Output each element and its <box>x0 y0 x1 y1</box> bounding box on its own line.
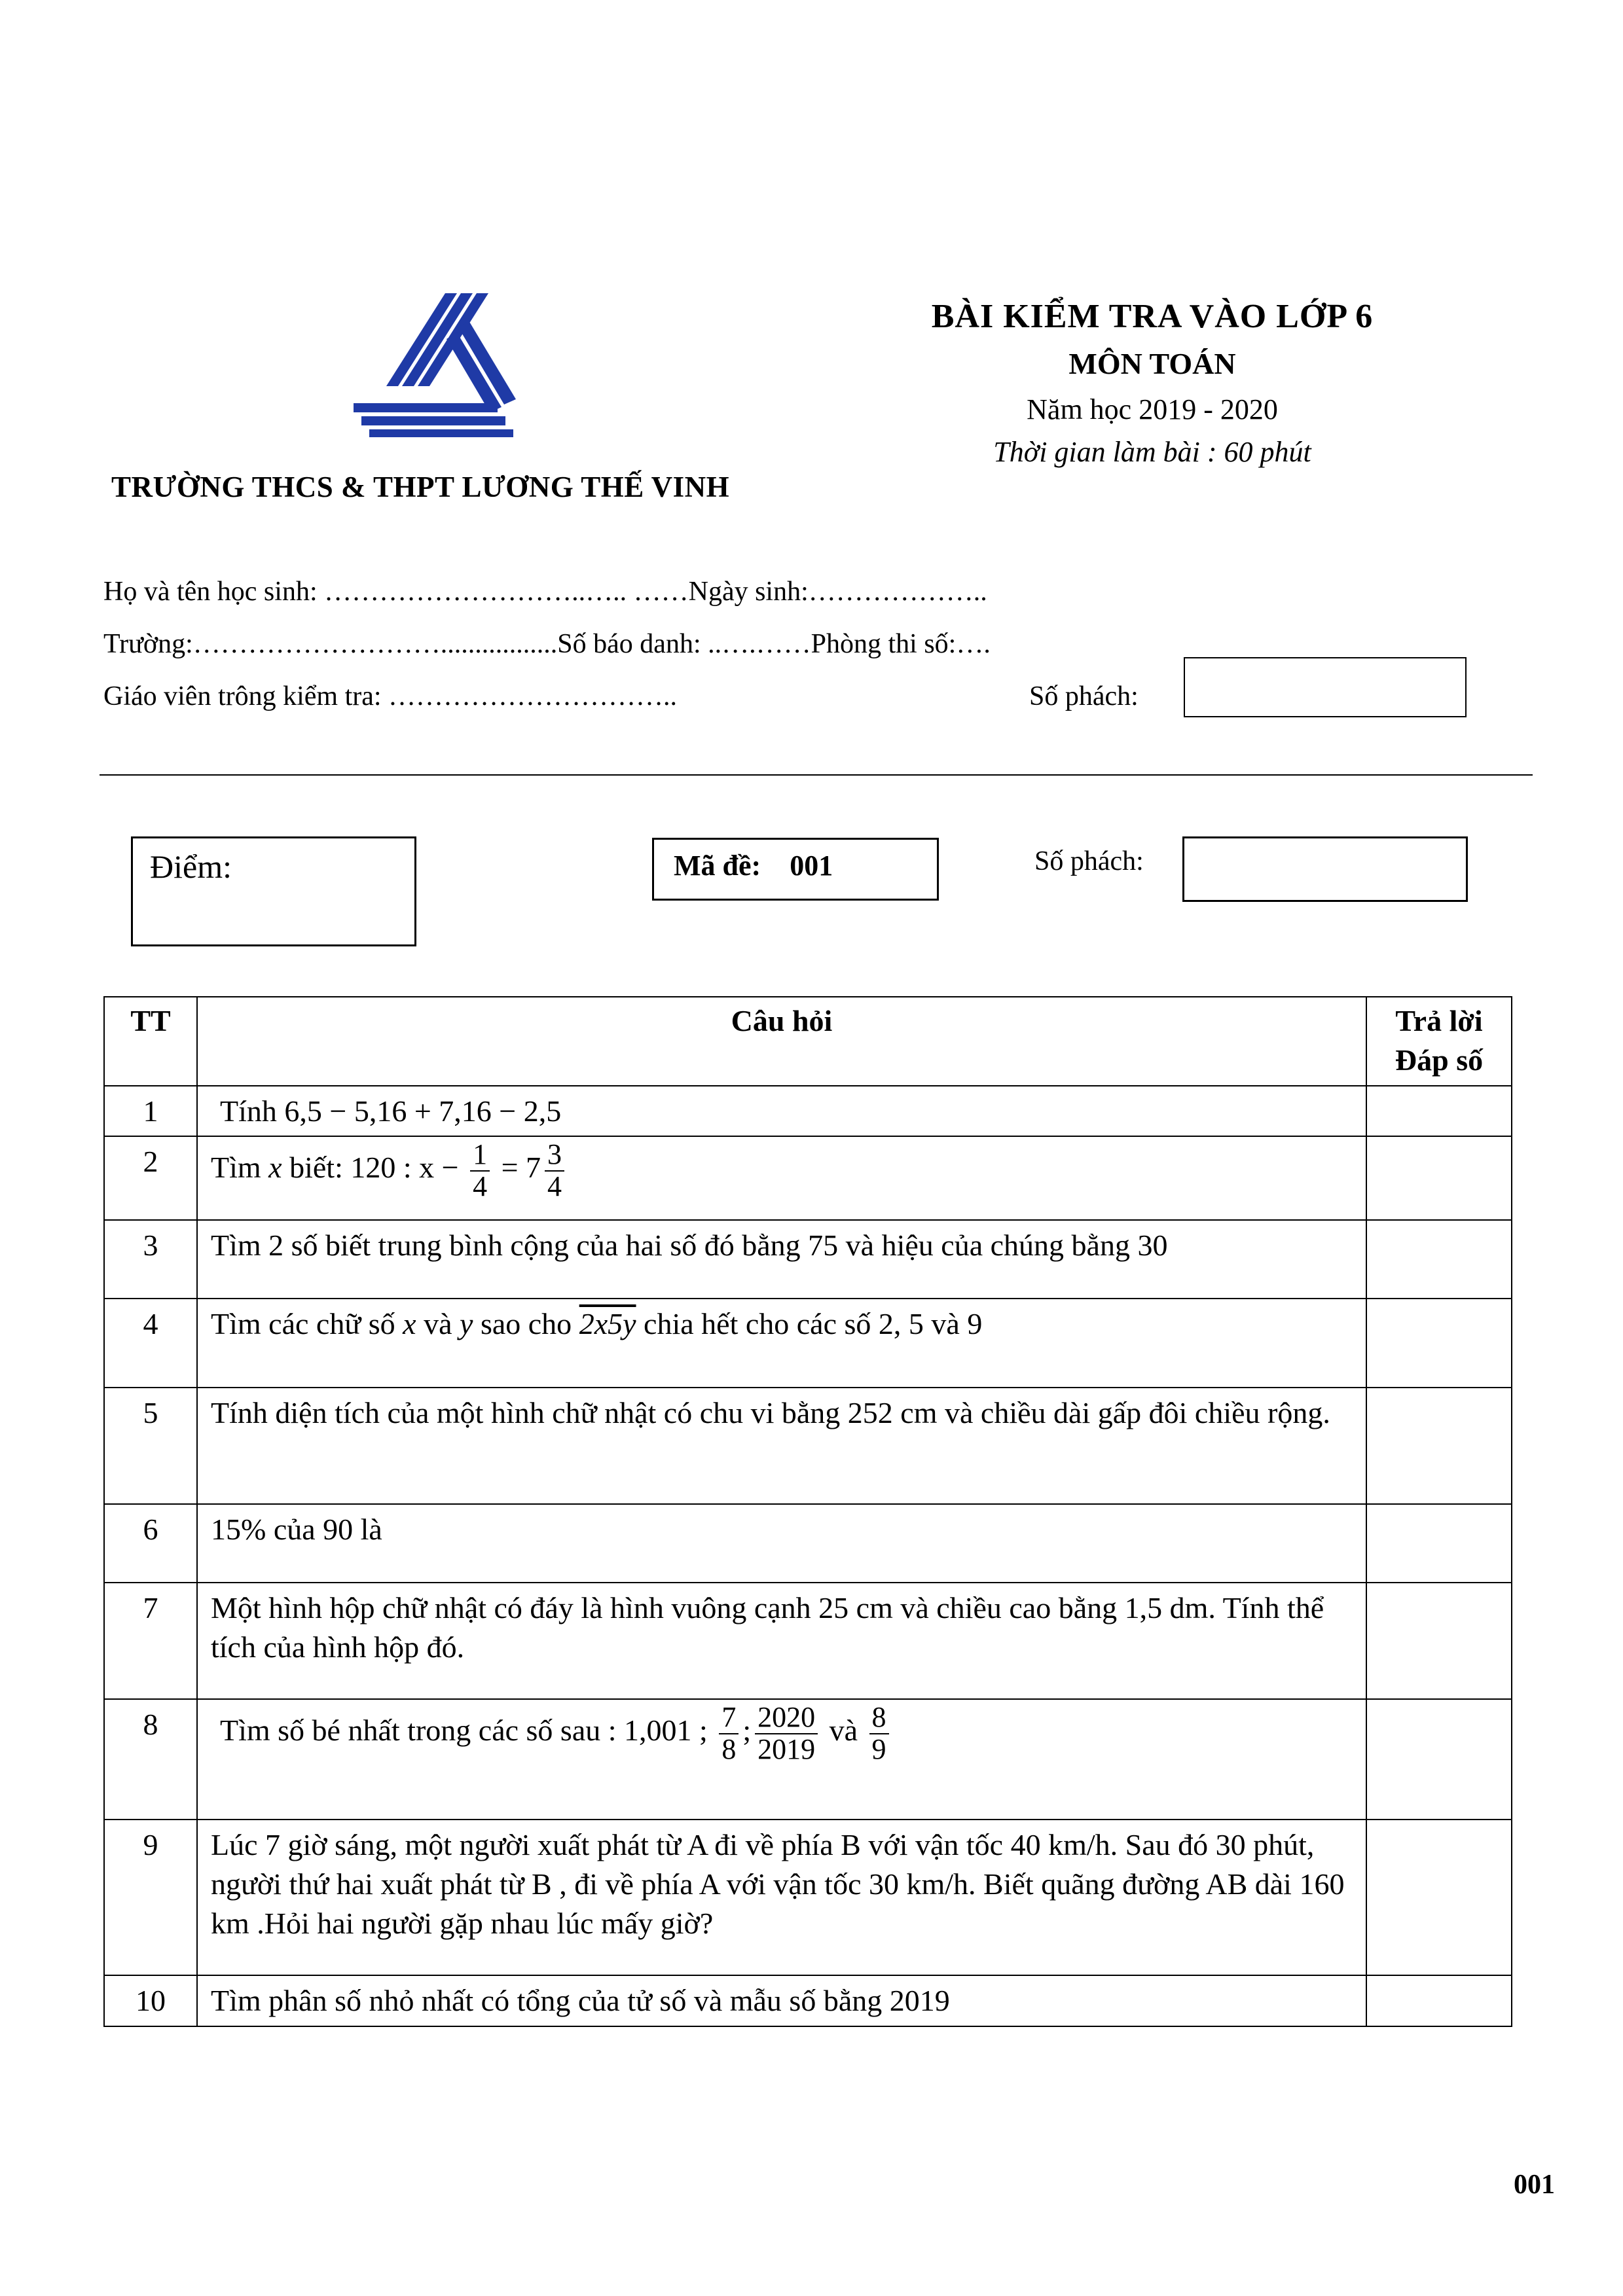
question-prefix: Tính <box>220 1094 285 1128</box>
header-answer-line1: Trả lời <box>1395 1004 1483 1037</box>
fraction-denominator: 9 <box>871 1732 886 1765</box>
fraction-denominator: 2019 <box>757 1732 816 1765</box>
table-row <box>104 1583 1512 1699</box>
exam-code-value: 001 <box>790 850 833 882</box>
row-number: 1 <box>104 1086 197 1137</box>
question-text: 15% của 90 là <box>197 1504 1366 1583</box>
row-number: 6 <box>104 1504 197 1583</box>
row-number: 10 <box>104 1975 197 2026</box>
header-question: Câu hỏi <box>197 997 1366 1086</box>
question-text: Lúc 7 giờ sáng, một người xuất phát từ A đi về phía B với vận tốc 40 km/h. Sau đó 30 phút, người thứ hai xuất phát từ B , đi về phía A với vận tốc 30 km/h. Biết quãng đường AB dài 160 km .Hỏi hai người gặp nhau lúc mấy giờ? <box>197 1820 1366 1975</box>
question-cell <box>197 1299 1366 1388</box>
supervisor-line[interactable]: Giáo viên trông kiểm tra: ………………………….. <box>103 681 678 711</box>
exam-title: BÀI KIỂM TRA VÀO LỚP 6 <box>931 298 1374 335</box>
question-prefix: Tìm <box>211 1151 269 1185</box>
table-row <box>104 1136 1512 1220</box>
math-variable-x: x <box>403 1307 416 1341</box>
fraction-numerator: 1 <box>470 1139 490 1171</box>
question-text: Một hình hộp chữ nhật có đáy là hình vuông cạnh 25 cm và chiều cao bằng 1,5 dm. Tính thể tích của hình hộp đó. <box>197 1583 1366 1699</box>
exam-code-box <box>652 838 939 901</box>
answer-cell[interactable] <box>1366 1220 1512 1299</box>
fraction-numerator: 8 <box>869 1702 889 1734</box>
table-row <box>104 1086 1512 1137</box>
question-text-c: chia hết cho các số 2, 5 và 9 <box>636 1307 983 1341</box>
school-line[interactable]: Trường:……………………….................Số báo danh: ..….……Phòng thi số:…. <box>103 629 991 659</box>
school-year: Năm học 2019 - 2020 <box>1027 393 1278 425</box>
school-name: TRƯỜNG THCS & THPT LƯƠNG THẾ VINH <box>111 471 730 503</box>
row-number: 8 <box>104 1699 197 1820</box>
row-number: 5 <box>104 1388 197 1504</box>
answer-cell[interactable] <box>1366 1388 1512 1504</box>
table-row <box>104 1388 1512 1504</box>
question-and: và <box>822 1713 866 1748</box>
score-box[interactable] <box>131 836 416 946</box>
row-number: 4 <box>104 1299 197 1388</box>
question-text: Tìm số bé nhất trong các số sau : 1,001 ; <box>220 1713 716 1748</box>
fraction-numerator: 2020 <box>755 1702 818 1734</box>
answer-cell[interactable] <box>1366 1583 1512 1699</box>
so-phach-label-bottom: Số phách: <box>1034 846 1144 876</box>
row-number: 2 <box>104 1136 197 1220</box>
answer-cell[interactable] <box>1366 1975 1512 2026</box>
fraction-3 <box>869 1702 889 1764</box>
question-text: Tính diện tích của một hình chữ nhật có chu vi bằng 252 cm và chiều dài gấp đôi chiều rộng. <box>197 1388 1366 1504</box>
table-row <box>104 1504 1512 1583</box>
fraction-1 <box>719 1702 739 1764</box>
school-logo <box>347 288 517 439</box>
answer-cell[interactable] <box>1366 1299 1512 1388</box>
math-expression: 6,5 − 5,16 + 7,16 − 2,5 <box>284 1094 562 1128</box>
so-phach-box-bottom[interactable] <box>1182 836 1468 902</box>
table-row <box>104 1975 1512 2026</box>
fraction-1 <box>470 1139 490 1201</box>
score-label: Điểm: <box>150 848 232 885</box>
row-number: 7 <box>104 1583 197 1699</box>
row-number: 9 <box>104 1820 197 1975</box>
math-expression-a: 120 : x − <box>350 1151 467 1185</box>
question-text: Tìm 2 số biết trung bình cộng của hai số đó bằng 75 và hiệu của chúng bằng 30 <box>197 1220 1366 1299</box>
so-phach-label-top: Số phách: <box>1029 681 1139 711</box>
question-cell <box>197 1136 1366 1220</box>
table-row <box>104 1699 1512 1820</box>
table-row <box>104 1299 1512 1388</box>
question-text: Tìm phân số nhỏ nhất có tổng của tử số và mẫu số bằng 2019 <box>197 1975 1366 2026</box>
exam-header <box>871 288 1434 469</box>
question-text-a: Tìm các chữ số <box>211 1307 403 1341</box>
answer-cell[interactable] <box>1366 1504 1512 1583</box>
math-expression-b: = 7 <box>494 1151 541 1185</box>
separator: ; <box>742 1713 752 1748</box>
table-row <box>104 1220 1512 1299</box>
math-variable-y: y <box>460 1307 473 1341</box>
page-code: 001 <box>1514 2170 1555 2200</box>
triangle-stripes-logo-icon <box>347 288 517 439</box>
table-row <box>104 1820 1512 1975</box>
fraction-2 <box>545 1139 564 1201</box>
overlined-number: 2x5y <box>579 1307 636 1341</box>
fraction-denominator: 4 <box>547 1170 562 1202</box>
question-cell <box>197 1086 1366 1137</box>
header-answer-line2: Đáp số <box>1395 1043 1484 1077</box>
answer-cell[interactable] <box>1366 1086 1512 1137</box>
subject-title: MÔN TOÁN <box>1068 347 1236 380</box>
question-text-b: sao cho <box>473 1307 579 1341</box>
fraction-numerator: 7 <box>719 1702 739 1734</box>
fraction-numerator: 3 <box>545 1139 564 1171</box>
answer-cell[interactable] <box>1366 1136 1512 1220</box>
header-answer <box>1366 997 1512 1086</box>
math-variable: x <box>268 1151 282 1185</box>
so-phach-box-top[interactable] <box>1184 657 1467 717</box>
student-name-line[interactable]: Họ và tên học sinh: ………………………..….. ……Ngày sinh:……………….. <box>103 577 987 607</box>
table-header-row <box>104 997 1512 1086</box>
question-cell <box>197 1699 1366 1820</box>
fraction-denominator: 8 <box>721 1732 737 1765</box>
question-table <box>103 996 1512 2027</box>
answer-cell[interactable] <box>1366 1820 1512 1975</box>
answer-cell[interactable] <box>1366 1699 1512 1820</box>
exam-duration: Thời gian làm bài : 60 phút <box>993 436 1311 468</box>
fraction-2 <box>755 1702 818 1764</box>
question-and: và <box>416 1307 460 1341</box>
question-mid: biết: <box>282 1151 351 1185</box>
header-tt: TT <box>104 997 197 1086</box>
fraction-denominator: 4 <box>473 1170 488 1202</box>
divider-line <box>100 774 1533 776</box>
exam-code-label: Mã đề: <box>674 850 761 882</box>
row-number: 3 <box>104 1220 197 1299</box>
